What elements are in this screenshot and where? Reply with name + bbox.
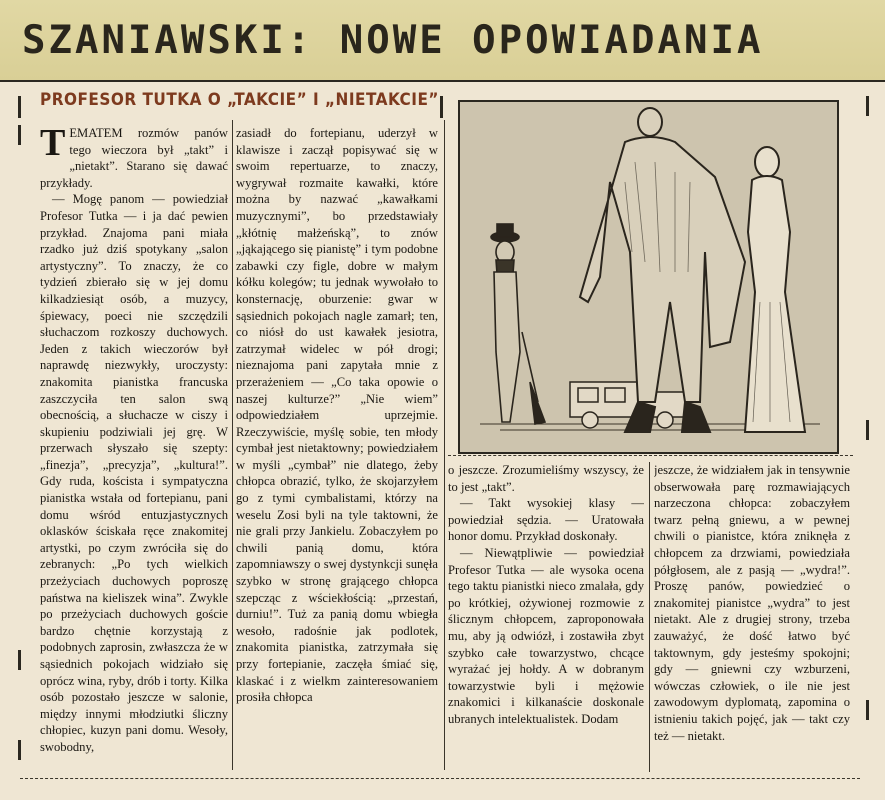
left-margin-bar: [18, 96, 21, 118]
left-margin-bar: [18, 740, 21, 760]
text-column-1: [40, 125, 228, 770]
paragraph: zasiadł do fortepianu, uderzył w klawisze i zaczął popisywać się w swoim repertuarze, to znaczy, wygrywał rozmaite kawałki, które można by nazwać „kawałkami muzycznymi”, bo przedstawiały „kłótnię małżeńską”, to znów „jąkającego się pianistę” i tym podobne zabawki czy figle, dobre w małym kółku kolegów; tu jednak wywołało to konsternację, oburzenie: gwar w sąsiednich pokojach nagle zamarł; ten, co niósł do ust kawałek jesiotra, zatrzymał widelec w pół drogi; nieznajoma pani zapytała mnie z przerażeniem — „Co taka opowie o naszej kulturze?” „Nie wiem” odpowiedziałem uprzejmie. Rzeczywiście, myślę sobie, ten młody cymbał jest nietaktowny; powiedziałem w myśli „cymbał” nie dlatego, żeby chłopca obrazić, tylko, że skojarzyłem go z tymi cymbalistami, którzy na weselu Zosi byli na tyle taktowni, że nie grali przy Jankielu. Zobaczyłem po chwili panią domu, która zapomniawszy o swej dystynkcji sunęła szybko w stronę grającego chłopca szepcząc z wściekłością: „przestań, durniu!”. Tuż za panią domu wbiegła wesoło, radośnie jak podlotek, znakomita pianistka, zatrzymała się przy fortepianie, zaczęła śmiać się, klaskać i z wielkm zainteresowaniem prosiła chłopca: [236, 126, 438, 705]
text-column-4: [654, 462, 850, 772]
paragraph: — Mogę panom — powiedział Profesor Tutka — i ja dać pewien przykład. Znajoma pani miała rzadko już dziś spotykany „salon artystyczny”. To znaczy, że co tydzień zbierało się w jej domu kilkadziesiąt osób, a muzycy, śpiewacy, poeci nie szczędzili słuchaczom rozkoszy duchowych. Jeden z takich wieczorów był naprawdę niezwykły, uroczysty: znakomita pianistka francuska zaszczyciła ten salon swą obecnością, a słuchacze w ciszy i skupieniu podziwiali jej grę. W przerwach słyszało się szepty: „finezja”, „precyzja”, „kultura!”. Gdy ruda, koścista i sympatyczna pianistka wstała od fortepianu, pani domu wśród entuzjastycznych oklasków ściskała ręce znakomitej artystki, po czym zwróciła się do zebranych: „Po tych wielkich przeżyciach duchowych poproszę państwa na kieliszek wina”. Zwykle po przeżyciach duchowych goście bardzo chętnie korzystają z podobnych zaprosin, zwłaszcza że w sąsiednich pokojach widziało się oprócz wina, ryby, drób i torty. Kilka osób pozostało jeszcze w salonie, między innymi młodziutki śliczny chłopiec, kuzyn pani domu. Wesoły, swobodny,: [40, 192, 228, 754]
bottom-rule: [20, 778, 860, 779]
paragraph: jeszcze, że widziałem jak in tensywnie obserwowała parę rozmawiających narzeczona chłopca: zobaczyłem twarz pełną gniewu, a w pewnej chwili o pianistce, która zniknęła z chłopcem za drzwiami, powiedziała półgłosem, ale z pasją — „wydra!”. Proszę panów, powiedzieć o znakomitej pianistce „wydra” to jest nietakt. Ale z drugiej strony, trzeba zauważyć, że dość łatwo być taktownym, gdy jesteśmy spokojni; gdy — gniewni czy wzburzeni, wówczas człowiek, o ile nie jest zawodowym dyplomatą, zapomina o istnieniu takich pojęć, jak — takt czy też — nietakt.: [654, 463, 850, 743]
masthead: [0, 0, 885, 82]
paragraph: TEMATEM rozmów panów tego wieczora był „takt” i „nietakt”. Starano się dawać przykłady.: [40, 125, 228, 190]
magazine-section-title: SZANIAWSKI: NOWE OPOWIADANIA: [22, 18, 764, 63]
headline-end-bar: [440, 96, 443, 118]
text-column-2: [236, 125, 438, 770]
text-column-3: [448, 462, 644, 772]
drop-cap: T: [40, 125, 66, 164]
column-divider: [444, 120, 445, 770]
illustration: [458, 100, 839, 454]
article-headline: PROFESOR TUTKA O „TAKCIE” I „NIETAKCIE”: [40, 90, 439, 110]
illustration-drawing: [460, 102, 837, 452]
paragraph: o jeszcze. Zrozumieliśmy wszyscy, że to jest „takt”.: [448, 463, 644, 494]
right-margin-bar: [866, 96, 869, 116]
left-margin-bar: [18, 650, 21, 670]
column-divider: [232, 120, 233, 770]
column-divider: [649, 462, 650, 772]
left-margin-bar: [18, 125, 21, 145]
paragraph: — Takt wysokiej klasy — powiedział sędzia. — Uratowała honor domu. Przykład doskonały.: [448, 496, 644, 544]
paragraph: — Niewątpliwie — powiedział Profesor Tutka — ale wysoka ocena tego taktu pianistki nieco zmalała, gdy po krótkiej, ożywionej rozmowie z ślicznym chłopcem, zaproponowała mu, aby ją odwiózł, i zostawiła zbyt szybko całe towarzystwo, chcące wyrażać jej hołdy. A w dobranym towarzystwie byli i mężowie znakomici i kilkanaście doskonale ubranych intelektualistek. Dodam: [448, 545, 644, 726]
right-margin-bar: [866, 420, 869, 440]
section-rule: [448, 455, 853, 456]
right-margin-bar: [866, 700, 869, 720]
